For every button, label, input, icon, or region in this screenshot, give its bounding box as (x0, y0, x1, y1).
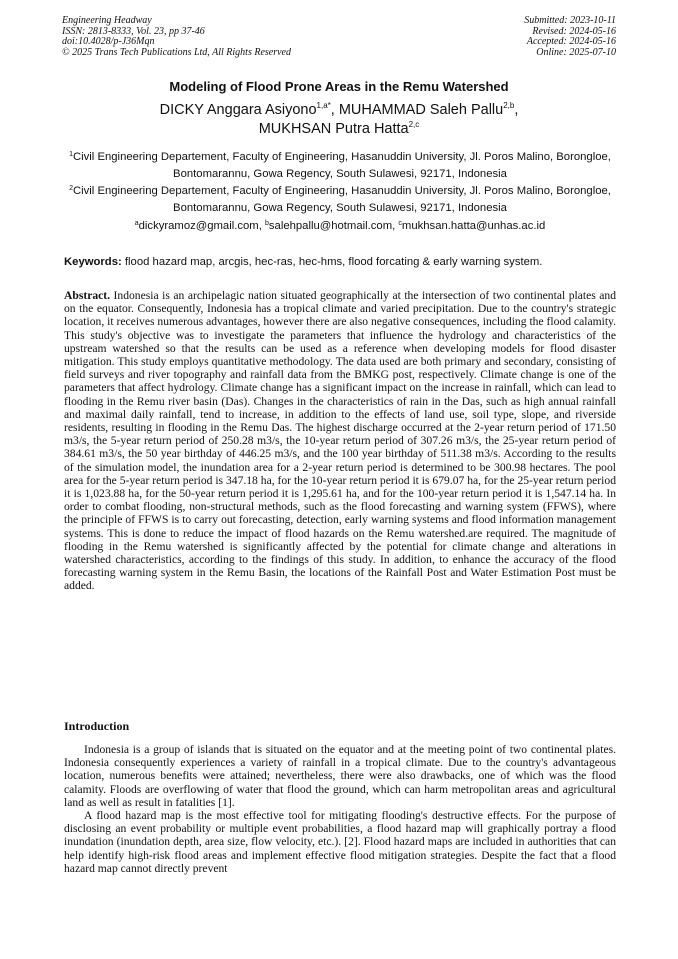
intro-paragraph-2: A flood hazard map is the most effective tool for mitigating flooding's destructive effects. For the purpose of disclosing an event probability or multiple event probabilities, a flood hazard map will graphically portray a flood inundation (inundation depth, area size, flow velocity, etc.). [2]. Flood hazard maps are included in authorities that can help identify high-risk flood areas and implement effective flood mitigation strategies. Despite the fact that a flood hazard map cannot directly prevent (64, 809, 616, 875)
intro-paragraph-1: Indonesia is a group of islands that is situated on the equator and at the meeting point of two continental plates. Indonesia consequently experiences a variety of rainfall in a tropical climate. Due to the country's advantageous location, numerous benefits were attained; nevertheless, there were also drawbacks, one of which was the flood calamity. Floods are overflowing of water that flood the ground, which can harm metropolitan areas and agricultural land as well as result in fatalities [1]. (64, 743, 616, 809)
copyright: © 2025 Trans Tech Publications Ltd, All Rights Reserved (62, 46, 291, 58)
email-2[interactable]: salehpallu@hotmail.com (268, 220, 393, 232)
online-date: Online: 2025-07-10 (536, 46, 616, 58)
introduction-body (64, 743, 616, 875)
affiliation-1-sup: 1 (69, 151, 73, 158)
author-emails: $^a$dickyramoz@gmail.com, $^b$salehpallu@hotmail.com, $^c$mukhsan.hatta@unhas.ac.id (134, 220, 546, 232)
author-separator: , (330, 102, 339, 118)
paper-title: Modeling of Flood Prone Areas in the Remu Watershed (169, 79, 509, 94)
dates-info (524, 16, 616, 58)
affiliation-1-text: Civil Engineering Departement, Faculty of Engineering, Hasanuddin University, Jl. Poros Malino, Borongloe, Bontomarannu, Gowa Regency, South Sulawesi, 92171, Indonesia (72, 151, 611, 180)
keywords-label: Keywords: (64, 256, 122, 268)
abstract (64, 289, 616, 593)
author-2: MUHAMMAD Saleh Pallu (338, 102, 504, 118)
doi[interactable]: doi:10.4028/p-J36Mqn (62, 36, 155, 48)
abstract-label: Abstract. (64, 289, 111, 302)
email-2-sup: b (264, 220, 269, 227)
issn: ISSN: 2813-8333, Vol. 23, pp 37-46 (62, 25, 205, 37)
email-separator: , (258, 220, 265, 232)
abstract-text: Indonesia is an archipelagic nation situated geographically at the intersection of two continental plates and on the equator. Consequently, Indonesia has a tropical climate and varied precipitation. Due to the country's strategic location, it receives numerous advantages, however there are also negative consequences, including the flood calamity. This study's objective was to investigate the parameters that influence the hydrology and characteristics of the upstream watershed so that the results can be used as a reference when developing models for flood disaster mitigation. This study employs quantitative methodology. The data used are both primary and secondary, consisting of field surveys and river topography and rainfall data from the BMKG post, respectively. Climate change is one of the parameters that affect hydrology. Climate change has a significant impact on the increase in rainfall, which can lead to flooding in the Remu river basin (Das). Changes in the characteristics of rain in the Das, such as high annual rainfall and maximal daily rainfall, tend to increase, in addition to the effects of land use, soil type, slope, and riverside residents, resulting in flooding in the Remu Das. The highest discharge occurred at the 2-year return period of 171.50 m3/s, the 5-year return period of 250.28 m3/s, the 10-year return period of 307.26 m3/s, the 25-year return period of 384.61 m3/s, the 50 year birthday of 446.25 m3/s, and the 100 year birthday of 511.38 m3/s. According to the results of the simulation model, the inundation area for a 2-year return period is determined to be 300.98 hectares. The pool area for the 5-year return period is 347.18 ha, for the 10-year return period it is 679.07 ha, for the 25-year return period it is 1,023.88 ha, for the 50-year return period it is 1,295.61 ha, and for the 100-year return period it is 1,547.14 ha. In order to combat flooding, non-structural methods, such as the flood forecasting and warning system (FFWS), where the principle of FFWS is to carry out forecasting, detection, early warning systems and flood information management systems. This is done to reduce the impact of flood hazards on the Remu watershed.are required. The magnitude of flooding in the Remu watershed is significantly affected by the potential for climate change and alterations in watershed characteristics, according to the findings of this study. In addition, to enhance the accuracy of the flood forecasting warning system in the Remu Basin, the locations of the Rainfall Post and Water Estimation Post must be added. (64, 289, 616, 593)
email-1[interactable]: dickyramoz@gmail.com (138, 220, 259, 232)
email-3-sup: c (398, 220, 402, 227)
accepted-date: Accepted: 2024-05-16 (526, 36, 616, 48)
journal-info (62, 16, 291, 58)
affiliation-2-sup: 2 (69, 185, 73, 192)
author-3-sup: 2,c (408, 120, 420, 129)
submitted-date: Submitted: 2023-10-11 (524, 15, 616, 26)
email-1-sup: a (134, 220, 139, 227)
author-list: DICKY Anggara Asiyono$^{1,a*}$, MUHAMMAD Saleh Pallu$^{2,b}$, MUKHSAN Putra Hatta$^{2,c}$ (159, 101, 519, 137)
keywords-text: flood hazard map, arcgis, hec-ras, hec-hms, flood forcating & early warning system. (121, 256, 543, 268)
affiliation-1 (64, 149, 616, 182)
introduction-heading: Introduction (64, 719, 130, 733)
affiliation-2 (64, 183, 616, 216)
author-1: DICKY Anggara Asiyono (159, 102, 317, 118)
keywords (64, 256, 624, 268)
journal-name: Engineering Headway (62, 15, 152, 26)
email-3[interactable]: mukhsan.hatta@unhas.ac.id (401, 220, 546, 232)
author-2-sup: 2,b (503, 101, 515, 110)
affiliation-2-text: Civil Engineering Departement, Faculty of Engineering, Hasanuddin University, Jl. Poros Malino, Borongloe, Bontomarannu, Gowa Regency, South Sulawesi, 92171, Indonesia (72, 185, 611, 214)
author-1-sup: 1,a* (316, 101, 331, 110)
revised-date: Revised: 2024-05-16 (532, 25, 616, 37)
author-3: MUKHSAN Putra Hatta (258, 121, 409, 137)
